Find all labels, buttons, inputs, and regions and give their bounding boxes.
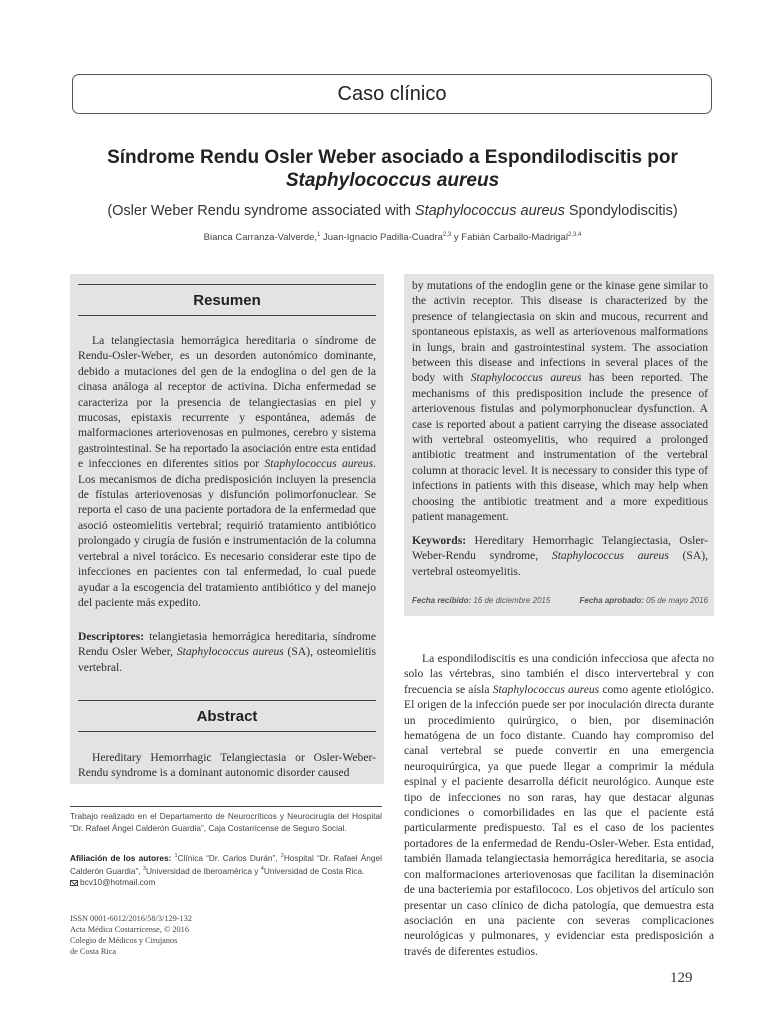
email-link[interactable]: bcv10@hotmail.com: [80, 877, 156, 887]
footnote-work-text: Trabajo realizado en el Departamento de Neurocríticos y Neurocirugía del Hospital “Dr. Rafael Ángel Calderón Guardia”, Caja Costarricense de Seguro Social.: [70, 811, 382, 833]
affiliation-label: Afiliación de los autores:: [70, 852, 172, 863]
subtitle-pre: (Osler Weber Rendu syndrome associated with: [107, 203, 415, 219]
affil-4-sup: 4: [260, 866, 264, 873]
date-received-label: Fecha recibido:: [412, 596, 472, 605]
date-approved-label: Fecha aprobado:: [579, 596, 644, 605]
section-header-label: Caso clínico: [337, 82, 447, 105]
affil-3-sup: 3: [142, 866, 146, 873]
resumen-text-a: La telangiectasia hemorrágica hereditaria o síndrome de Rendu-Osler-Weber, es un desorden autonómico dominante, debido a mutaciones del gen de la endoglina o del gen de la cinasa análoga al receptor de activina. Dicha enfermedad se caracteriza por la presencia de telangiectasias en piel y mucosas, epistaxis recurrente y espontánea, además de malformaciones arteriovenosas en pulmones, cerebro y sistema gastrointestinal. Se ha reportado la asociación entre esta entidad e infecciones en diferentes sitios por: [78, 334, 376, 471]
title-line-1: Síndrome Rendu Osler Weber asociado a Espondilodiscitis por: [107, 147, 678, 168]
affil-1-sup: 1: [174, 853, 178, 859]
abstract-paragraph-start: [78, 750, 376, 781]
authors: [60, 232, 725, 243]
abstract-paragraph-cont: [412, 278, 708, 525]
affil-2: Hospital “Dr. Rafael Ángel Calderón Guardia”,: [70, 852, 382, 877]
article-dates: [412, 596, 708, 605]
affil-3: Universidad de Iberoamérica y: [145, 866, 261, 877]
keywords-text-a: Hereditary Hemorrhagic Telangiectasia, Osler-Weber-Rendu syndrome,: [412, 534, 708, 563]
body-text-a: La espondilodiscitis es una condición infecciosa que afecta no solo las vértebras, sino también el disco intervertebral y con frecuencia se aísla: [404, 652, 714, 696]
affil-4: Universidad de Costa Rica.: [263, 866, 365, 877]
title-line-2: Staphylococcus aureus: [285, 170, 500, 191]
body-italic: Staphylococcus aureus: [492, 682, 600, 696]
descriptores-italic: Staphylococcus aureus: [176, 645, 284, 659]
affil-1: Clínica “Dr. Carlos Durán”,: [177, 852, 281, 863]
descriptores-label: Descriptores:: [78, 630, 145, 643]
keywords-label: Keywords:: [412, 534, 467, 547]
author-3: y Fabián Carballo-Madrigal: [451, 232, 568, 244]
footnote-rule: [70, 806, 382, 807]
footnote-affiliation: [70, 851, 382, 878]
date-received-value: 16 de diciembre 2015: [471, 596, 551, 605]
section-header: [72, 74, 712, 114]
abstract-heading-label: Abstract: [196, 707, 258, 725]
abstract-keywords: [412, 533, 708, 579]
article-title: [60, 146, 725, 192]
subtitle-post: Spondylodiscitis): [564, 203, 678, 219]
subtitle-italic: Staphylococcus aureus: [414, 203, 565, 219]
author-3-sup: 2,3,4: [567, 232, 582, 238]
descriptores-text-b: (SA), osteomielitis vertebral.: [78, 645, 376, 674]
page-number: 129: [670, 970, 693, 986]
abstract-text-start: Hereditary Hemorrhagic Telangiectasia or Osler-Weber-Rendu syndrome is a dominant autonomic disorder caused: [78, 751, 376, 780]
issn-line-4: de Costa Rica: [70, 947, 117, 956]
keywords-text-b: (SA), vertebral osteomyelitis.: [412, 549, 708, 578]
body-paragraph: [404, 651, 714, 959]
issn-line-1: ISSN 0001-6012/2016/58/3/129-132: [70, 914, 192, 923]
abstract-italic: Staphylococcus aureus: [470, 371, 582, 385]
issn-line-3: Colegio de Médicos y Cirujanos: [70, 936, 178, 945]
footnote-work: [70, 811, 382, 834]
body-text-b: como agente etiológico. El origen de la infección puede ser por inoculación directa durante un procedimiento quirúrgico, o bien, por diseminación hematógena de un foco distante. Cuando hay compromiso del canal vertebral se puede convertir en una emergencia neuroquirúrgica, ya que puede llegar a comprimir la médula espinal y el paciente desarrolla déficit neurológico. Aunque este tipo de infecciones no son raras, hay que destacar algunas condiciones o comorbilidades en las que el paciente está particularmente predispuesto. Tal es el caso de los pacientes portadores de la enfermedad de Rendu-Osler-Weber. Esta entidad, también llamada telangiectasia hemorrágica hereditaria, se asocia con malformaciones arteriovenosas que facilitan la diseminación de una bacteriemia por estafilococo. Los objetivos del artículo son presentar un caso clínico de dicha patología, que demuestra esta asociación en una paciente con severas complicaciones neurológicas y pulmonares, y evidenciar esta predisposición a través de diferentes estudios.: [404, 682, 714, 958]
affil-2-sup: 2: [280, 853, 284, 859]
author-1: Bianca Carranza-Valverde,: [203, 232, 318, 244]
article-subtitle: [60, 203, 725, 219]
footnote-email: [70, 877, 382, 889]
resumen-descriptores: [78, 629, 376, 675]
resumen-heading-label: Resumen: [193, 291, 261, 309]
abstract-heading: [78, 700, 376, 732]
author-1-sup: 1: [317, 232, 321, 238]
date-approved-value: 05 de mayo 2016: [643, 596, 708, 605]
issn-block: [70, 913, 382, 957]
resumen-heading: [78, 284, 376, 316]
resumen-text-b: . Los mecanismos de dicha predisposición incluyen la presencia de fístulas arteriovenosas y disfunción polimorfonuclear. Se reporta el caso de una paciente portadora de la enfermedad que asoció osteomielitis vertebral; requirió tratamiento antibiótico prolongado y cirugía de fusión e instrumentación de la columna vertebral a nivel torácico. Es necesario considerar este tipo de infecciones en pacientes con tal enfermedad, lo cual puede ayudar a la escogencia del tratamiento antibiótico y del manejo del paciente más expedito.: [78, 457, 376, 609]
author-2: Juan-Ignacio Padilla-Cuadra: [320, 232, 443, 244]
mail-icon: [70, 880, 78, 886]
resumen-paragraph: [78, 333, 376, 610]
author-2-sup: 2,3: [442, 232, 452, 238]
abstract-text-a: by mutations of the endoglin gene or the kinase gene similar to the activin receptor. This disease is characterized by the presence of telangiectasia on skin and mucous, recurrent and spontaneous epistaxis, as well as arteriovenous malformations in lungs, brain and gastrointestinal system. The association between this disease and infections in several places of the body with: [412, 279, 708, 385]
date-received: [412, 596, 550, 605]
descriptores-text-a: telangietasia hemorrágica hereditaria, síndrome Rendu Osler Weber,: [78, 630, 376, 659]
date-approved: [580, 596, 709, 605]
keywords-italic: Staphylococcus aureus: [551, 549, 669, 563]
issn-line-2: Acta Médica Costarricense, © 2016: [70, 925, 189, 934]
resumen-italic: Staphylococcus aureus: [264, 457, 374, 471]
abstract-text-b: has been reported. The mechanisms of this predisposition include the presence of arteriovenous fistulas and polymorphonuclear dysfunction. A case is reported about a patient carrying the disease associated with vertebral osteomyelitis, who required a prolonged antibiotic treatment and instrumentation of the vertebral column at thoracic level. It is necessary to consider this type of infections in patients with this disease, which may help when choosing the antibiotic treatment and a more expeditious patient management.: [412, 371, 708, 524]
